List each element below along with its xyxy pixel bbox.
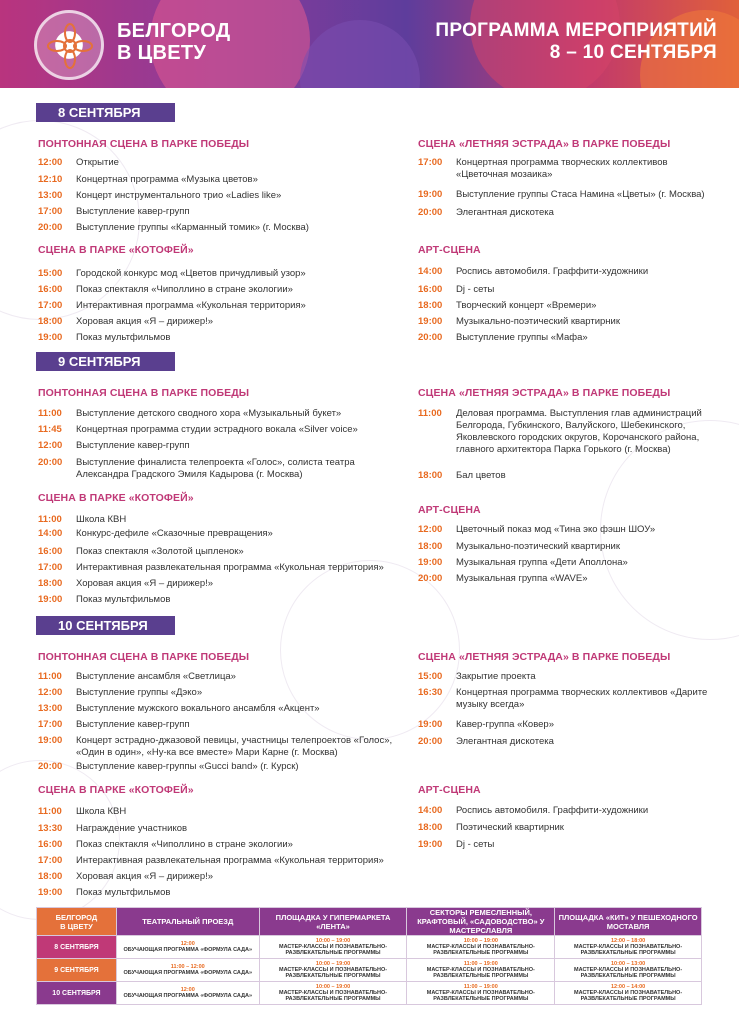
event-row xyxy=(418,805,718,817)
event-description: Закрытие проекта xyxy=(456,671,536,682)
event-time: 18:00 xyxy=(38,578,63,589)
event-time: 19:00 xyxy=(38,332,63,343)
event-row xyxy=(38,687,398,699)
event-description: Концертная программа творческих коллективов «Цветочная мозаика» xyxy=(456,157,668,180)
event-time: 19:00 xyxy=(38,594,63,605)
event-description: Кавер-группа «Ковер» xyxy=(456,719,554,730)
event-time: 20:00 xyxy=(418,207,443,218)
event-description: Хоровая акция «Я – дирижер!» xyxy=(76,578,214,589)
event-description: Показ мультфильмов xyxy=(76,594,171,605)
event-description: Концертная программа «Музыка цветов» xyxy=(76,174,258,185)
cell-time: 11:00 – 12:00 xyxy=(170,964,205,970)
event-description: Концерт инструментального трио «Ladies like» xyxy=(76,190,282,201)
event-time: 18:00 xyxy=(38,316,63,327)
event-row xyxy=(38,578,398,590)
event-time: 17:00 xyxy=(38,206,63,217)
table-day-label: 9 СЕНТЯБРЯ xyxy=(37,959,117,982)
event-description: Выступление группы Стаса Намина «Цветы» (г. Москва) xyxy=(456,189,705,200)
table-day-label: 8 СЕНТЯБРЯ xyxy=(37,936,117,959)
event-description: Выступление финалиста телепроекта «Голос», солиста театра Александра Градского Эмиля Кадырова (г. Москва) xyxy=(76,457,355,480)
event-time: 17:00 xyxy=(38,719,63,730)
venue-title: АРТ-СЦЕНА xyxy=(418,244,481,256)
event-row xyxy=(38,703,398,715)
event-row xyxy=(418,316,718,328)
venue-title: АРТ-СЦЕНА xyxy=(418,784,481,796)
event-description: Dj - сеты xyxy=(456,839,495,850)
event-row xyxy=(38,806,398,818)
event-row xyxy=(38,190,398,202)
event-row xyxy=(418,573,718,585)
event-description: Цветочный показ мод «Тина эко фэшн ШОУ» xyxy=(456,524,656,535)
cell-text: МАСТЕР-КЛАССЫ И ПОЗНАВАТЕЛЬНО-РАЗВЛЕКАТЕЛЬНЫЕ ПРОГРАММЫ xyxy=(278,967,388,979)
event-description: Показ спектакля «Чиполлино в стране экологии» xyxy=(76,284,293,295)
event-time: 12:10 xyxy=(38,174,63,185)
event-row xyxy=(38,408,398,420)
event-row xyxy=(418,157,718,181)
table-cell xyxy=(116,982,259,1005)
event-row xyxy=(38,457,398,481)
event-time: 17:00 xyxy=(38,300,63,311)
event-row xyxy=(418,300,718,312)
cell-time: 10:00 – 19:00 xyxy=(315,984,351,990)
cell-text: МАСТЕР-КЛАССЫ И ПОЗНАВАТЕЛЬНО-РАЗВЛЕКАТЕЛЬНЫЕ ПРОГРАММЫ xyxy=(426,990,535,1002)
day-header: 8 СЕНТЯБРЯ xyxy=(36,103,175,122)
venue-title: СЦЕНА «ЛЕТНЯЯ ЭСТРАДА» В ПАРКЕ ПОБЕДЫ xyxy=(418,387,671,399)
event-row xyxy=(38,440,398,452)
event-description: Элегантная дискотека xyxy=(456,207,554,218)
event-time: 18:00 xyxy=(418,470,443,481)
event-description: Концертная программа студии эстрадного вокала «Silver voice» xyxy=(76,424,358,435)
table-cell xyxy=(555,982,702,1005)
event-description: Интерактивная развлекательная программа «Кукольная территория» xyxy=(76,855,384,866)
event-row xyxy=(38,528,398,540)
event-time: 19:00 xyxy=(418,316,443,327)
event-time: 12:00 xyxy=(418,524,443,535)
event-description: Показ спектакля «Чиполлино в стране экологии» xyxy=(76,839,293,850)
event-time: 19:00 xyxy=(418,719,443,730)
event-description: Бал цветов xyxy=(456,470,506,481)
event-row xyxy=(418,408,718,456)
event-description: Музыкальная группа «WAVE» xyxy=(456,573,588,584)
venue-title: СЦЕНА В ПАРКЕ «КОТОФЕЙ» xyxy=(38,492,194,504)
event-description: Выступление мужского вокального ансамбля «Акцент» xyxy=(76,703,320,714)
event-description: Творческий концерт «Времери» xyxy=(456,300,597,311)
event-time: 18:00 xyxy=(418,541,443,552)
event-row xyxy=(38,300,398,312)
event-row xyxy=(38,206,398,218)
table-row xyxy=(37,936,702,959)
cell-text: ОБУЧАЮЩАЯ ПРОГРАММА «ФОРМУЛА САДА» xyxy=(123,993,253,999)
event-description: Хоровая акция «Я – дирижер!» xyxy=(76,316,214,327)
table-day-label: 10 СЕНТЯБРЯ xyxy=(37,982,117,1005)
event-description: Роспись автомобиля. Граффити-художники xyxy=(456,805,649,816)
venue-title: АРТ-СЦЕНА xyxy=(418,504,481,516)
event-row xyxy=(38,562,398,574)
table-header: СЕКТОРЫ РЕМЕСЛЕННЫЙ, КРАФТОВЫЙ, «САДОВОДСТВО» У МАСТЕРСЛАВЛЯ xyxy=(407,908,555,936)
cell-time: 11:00 – 19:00 xyxy=(463,961,498,967)
event-time: 16:00 xyxy=(38,546,63,557)
table-cell xyxy=(259,936,407,959)
event-row xyxy=(418,557,718,569)
event-time: 14:00 xyxy=(418,266,443,277)
event-time: 19:00 xyxy=(38,887,63,898)
program-title: ПРОГРАММА МЕРОПРИЯТИЙ 8 – 10 СЕНТЯБРЯ xyxy=(435,20,717,63)
event-description: Интерактивная развлекательная программа «Кукольная территория» xyxy=(76,562,384,573)
cell-text: МАСТЕР-КЛАССЫ И ПОЗНАВАТЕЛЬНО-РАЗВЛЕКАТЕЛЬНЫЕ ПРОГРАММЫ xyxy=(574,944,683,956)
event-description: Деловая программа. Выступления глав администраций Белгорода, Губкинского, Валуйского, Шебекинского, Яковлевского городских округов, Корочанского района, главного архитектора Парка Горького (г. Москва) xyxy=(456,408,702,455)
cell-text: МАСТЕР-КЛАССЫ И ПОЗНАВАТЕЛЬНО-РАЗВЛЕКАТЕЛЬНЫЕ ПРОГРАММЫ xyxy=(574,967,683,979)
table-header: ПЛОЩАДКА У ГИПЕРМАРКЕТА «ЛЕНТА» xyxy=(259,908,407,936)
brand-name: БЕЛГОРОД В ЦВЕТУ xyxy=(117,20,231,64)
event-description: Выступление группы «Карманный томик» (г. Москва) xyxy=(76,222,309,233)
event-description: Школа КВН xyxy=(76,514,127,525)
event-time: 20:00 xyxy=(418,332,443,343)
cell-text: ОБУЧАЮЩАЯ ПРОГРАММА «ФОРМУЛА САДА» xyxy=(123,947,253,953)
event-time: 20:00 xyxy=(38,761,63,772)
event-row xyxy=(418,541,718,553)
venue-title: СЦЕНА «ЛЕТНЯЯ ЭСТРАДА» В ПАРКЕ ПОБЕДЫ xyxy=(418,651,671,663)
table-row xyxy=(37,959,702,982)
table-cell xyxy=(259,959,407,982)
event-row xyxy=(38,332,398,344)
table-cell xyxy=(116,959,259,982)
event-description: Выступление детского сводного хора «Музыкальный букет» xyxy=(76,408,342,419)
table-cell xyxy=(555,936,702,959)
event-description: Выступление кавер-групп xyxy=(76,440,190,451)
event-row xyxy=(38,222,398,234)
event-time: 16:00 xyxy=(418,284,443,295)
event-row xyxy=(418,189,718,201)
cell-time: 12:00 – 18:00 xyxy=(610,938,646,944)
event-time: 15:00 xyxy=(38,268,63,279)
event-row xyxy=(38,546,398,558)
event-description: Интерактивная программа «Кукольная территория» xyxy=(76,300,306,311)
table-header: ТЕАТРАЛЬНЫЙ ПРОЕЗД xyxy=(116,908,259,936)
event-description: Выступление кавер-групп xyxy=(76,719,190,730)
event-row xyxy=(38,157,398,169)
event-time: 14:00 xyxy=(38,528,63,539)
event-row xyxy=(38,735,398,759)
event-row xyxy=(418,719,718,731)
venue-title: СЦЕНА «ЛЕТНЯЯ ЭСТРАДА» В ПАРКЕ ПОБЕДЫ xyxy=(418,138,671,150)
event-time: 15:00 xyxy=(418,671,443,682)
table-cell xyxy=(116,936,259,959)
event-row xyxy=(418,332,718,344)
event-time: 20:00 xyxy=(418,736,443,747)
day-header: 10 СЕНТЯБРЯ xyxy=(36,616,175,635)
event-description: Конкурс-дефиле «Сказочные превращения» xyxy=(76,528,273,539)
event-description: Городской конкурс мод «Цветов причудливый узор» xyxy=(76,268,306,279)
event-description: Выступление группы «Дэко» xyxy=(76,687,203,698)
event-row xyxy=(38,839,398,851)
event-row xyxy=(418,839,718,851)
cell-time: 12:00 – 14:00 xyxy=(610,984,646,990)
event-time: 19:00 xyxy=(418,557,443,568)
event-row xyxy=(38,284,398,296)
event-time: 14:00 xyxy=(418,805,443,816)
event-time: 17:00 xyxy=(38,855,63,866)
event-time: 17:00 xyxy=(38,562,63,573)
table-cell xyxy=(407,936,555,959)
cell-text: МАСТЕР-КЛАССЫ И ПОЗНАВАТЕЛЬНО-РАЗВЛЕКАТЕЛЬНЫЕ ПРОГРАММЫ xyxy=(426,944,535,956)
event-description: Поэтический квартирник xyxy=(456,822,564,833)
event-time: 12:00 xyxy=(38,687,63,698)
event-description: Роспись автомобиля. Граффити-художники xyxy=(456,266,649,277)
event-row xyxy=(38,887,398,899)
table-cell xyxy=(407,982,555,1005)
day-header: 9 СЕНТЯБРЯ xyxy=(36,352,175,371)
venue-title: СЦЕНА В ПАРКЕ «КОТОФЕЙ» xyxy=(38,244,194,256)
event-row xyxy=(418,524,718,536)
event-time: 20:00 xyxy=(38,222,63,233)
event-description: Открытие xyxy=(76,157,119,168)
event-row xyxy=(418,207,718,219)
event-row xyxy=(38,316,398,328)
event-row xyxy=(38,671,398,683)
event-description: Показ мультфильмов xyxy=(76,332,171,343)
venue-title: ПОНТОННАЯ СЦЕНА В ПАРКЕ ПОБЕДЫ xyxy=(38,387,250,399)
event-row xyxy=(38,174,398,186)
event-row xyxy=(38,761,398,773)
event-row xyxy=(38,719,398,731)
event-time: 13:00 xyxy=(38,190,63,201)
event-row xyxy=(418,822,718,834)
venue-title: ПОНТОННАЯ СЦЕНА В ПАРКЕ ПОБЕДЫ xyxy=(38,138,250,150)
event-description: Награждение участников xyxy=(76,823,188,834)
cell-text: ОБУЧАЮЩАЯ ПРОГРАММА «ФОРМУЛА САДА» xyxy=(123,970,253,976)
cell-time: 10:00 – 19:00 xyxy=(315,961,351,967)
event-time: 16:30 xyxy=(418,687,443,698)
event-row xyxy=(418,736,718,748)
event-time: 11:00 xyxy=(38,514,62,525)
event-time: 20:00 xyxy=(38,457,63,468)
event-time: 19:00 xyxy=(418,189,443,200)
event-time: 11:00 xyxy=(38,408,62,419)
cell-text: МАСТЕР-КЛАССЫ И ПОЗНАВАТЕЛЬНО-РАЗВЛЕКАТЕЛЬНЫЕ ПРОГРАММЫ xyxy=(278,944,388,956)
event-row xyxy=(418,687,718,711)
event-row xyxy=(418,470,718,482)
event-row xyxy=(418,671,718,683)
event-description: Музыкальная группа «Дети Аполлона» xyxy=(456,557,628,568)
event-row xyxy=(38,268,398,280)
event-description: Хоровая акция «Я – дирижер!» xyxy=(76,871,214,882)
event-time: 11:00 xyxy=(418,408,442,419)
cell-time: 10:00 – 13:00 xyxy=(610,961,646,967)
event-row xyxy=(38,424,398,436)
table-row xyxy=(37,982,702,1005)
table-logo: БЕЛГОРОД В ЦВЕТУ xyxy=(37,908,117,936)
header-banner xyxy=(0,0,739,88)
event-time: 19:00 xyxy=(418,839,443,850)
flower-logo-icon xyxy=(34,10,104,80)
event-row xyxy=(38,871,398,883)
event-time: 16:00 xyxy=(38,839,63,850)
cell-time: 10:00 – 19:00 xyxy=(315,938,351,944)
event-time: 19:00 xyxy=(38,735,63,746)
event-description: Выступление группы «Мафа» xyxy=(456,332,588,343)
cell-time: 12:00 xyxy=(180,987,195,993)
event-description: Музыкально-поэтический квартирник xyxy=(456,541,621,552)
event-row xyxy=(38,514,398,526)
event-description: Показ мультфильмов xyxy=(76,887,171,898)
event-description: Концерт эстрадно-джазовой певицы, участницы телепроектов «Голос», «Один в один», «Ну-ка все вместе» Мари Карне (г. Москва) xyxy=(76,735,393,758)
event-row xyxy=(418,284,718,296)
event-row xyxy=(38,823,398,835)
event-time: 16:00 xyxy=(38,284,63,295)
table-cell xyxy=(555,959,702,982)
event-description: Концертная программа творческих коллективов «Дарите музыку всегда» xyxy=(456,687,708,710)
event-time: 11:45 xyxy=(38,424,62,435)
event-description: Музыкально-поэтический квартирник xyxy=(456,316,621,327)
event-row xyxy=(418,266,718,278)
venue-title: СЦЕНА В ПАРКЕ «КОТОФЕЙ» xyxy=(38,784,194,796)
event-time: 18:00 xyxy=(38,871,63,882)
event-time: 18:00 xyxy=(418,822,443,833)
cell-time: 11:00 – 19:00 xyxy=(463,984,498,990)
table-cell xyxy=(259,982,407,1005)
table-cell xyxy=(407,959,555,982)
event-description: Dj - сеты xyxy=(456,284,495,295)
cell-text: МАСТЕР-КЛАССЫ И ПОЗНАВАТЕЛЬНО-РАЗВЛЕКАТЕЛЬНЫЕ ПРОГРАММЫ xyxy=(574,990,683,1002)
event-description: Школа КВН xyxy=(76,806,127,817)
event-description: Выступление кавер-группы «Gucci band» (г. Курск) xyxy=(76,761,299,772)
event-row xyxy=(38,594,398,606)
event-description: Выступление кавер-групп xyxy=(76,206,190,217)
workshops-table xyxy=(36,907,702,1005)
event-time: 13:30 xyxy=(38,823,63,834)
cell-text: МАСТЕР-КЛАССЫ И ПОЗНАВАТЕЛЬНО-РАЗВЛЕКАТЕЛЬНЫЕ ПРОГРАММЫ xyxy=(278,990,388,1002)
table-header: ПЛОЩАДКА «КИТ» У ПЕШЕХОДНОГО МОСТАВЛЯ xyxy=(555,908,702,936)
event-row xyxy=(38,855,398,867)
event-time: 13:00 xyxy=(38,703,63,714)
event-time: 17:00 xyxy=(418,157,443,168)
cell-time: 10:00 – 19:00 xyxy=(463,938,498,944)
cell-text: МАСТЕР-КЛАССЫ И ПОЗНАВАТЕЛЬНО-РАЗВЛЕКАТЕЛЬНЫЕ ПРОГРАММЫ xyxy=(426,967,535,979)
event-description: Показ спектакля «Золотой цыпленок» xyxy=(76,546,244,557)
event-time: 11:00 xyxy=(38,806,62,817)
event-time: 12:00 xyxy=(38,157,63,168)
event-time: 11:00 xyxy=(38,671,62,682)
event-time: 12:00 xyxy=(38,440,63,451)
cell-time: 12:00 xyxy=(180,941,195,947)
event-description: Выступление ансамбля «Светлица» xyxy=(76,671,236,682)
event-time: 18:00 xyxy=(418,300,443,311)
venue-title: ПОНТОННАЯ СЦЕНА В ПАРКЕ ПОБЕДЫ xyxy=(38,651,250,663)
event-time: 20:00 xyxy=(418,573,443,584)
event-description: Элегантная дискотека xyxy=(456,736,554,747)
